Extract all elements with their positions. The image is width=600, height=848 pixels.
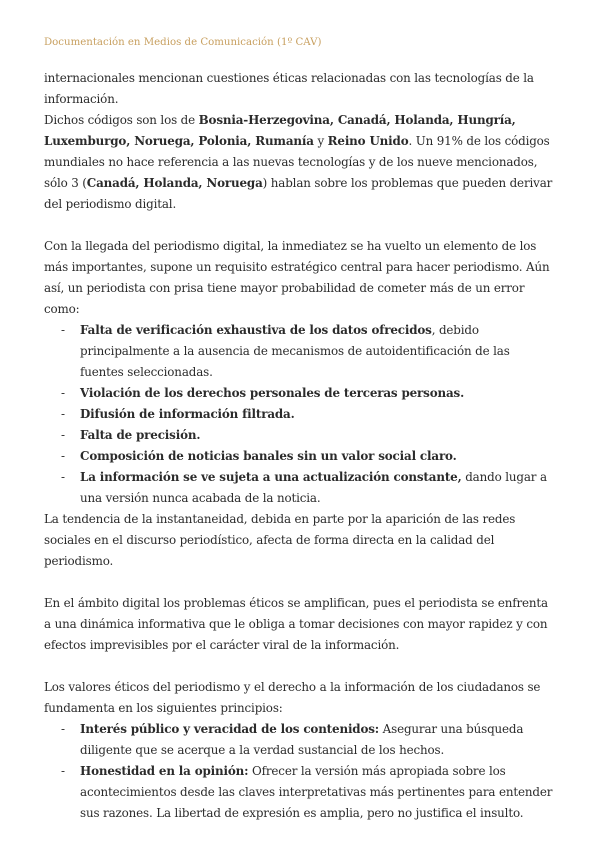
- bold-country-list: Bosnia-Herzegovina, Canadá, Holanda, Hungría, Luxemburgo, Noruega, Polonia, Rumanía: [44, 113, 516, 148]
- list-item-bold: Violación de los derechos personales de terceras personas.: [80, 386, 465, 400]
- list-item-bold: La información se ve sujeta a una actualización constante,: [80, 470, 462, 484]
- running-header: Documentación en Medios de Comunicación (1º CAV): [44, 37, 322, 48]
- bold-country-three: Canadá, Holanda, Noruega: [86, 176, 263, 190]
- list-item: [44, 719, 554, 761]
- text-run: . Un 91% de los códigos mundiales no hace referencia a las nuevas tecnologías y de los nueve mencionados, sólo 3 (: [44, 134, 550, 190]
- list-item-bold: Falta de precisión.: [80, 428, 201, 442]
- list-item: [44, 383, 554, 404]
- dash-bullet: -: [61, 323, 65, 337]
- list-item-bold: Composición de noticias banales sin un valor social claro.: [80, 449, 457, 463]
- paragraph-intro-continued: internacionales mencionan cuestiones éticas relacionadas con las tecnologías de la información.: [44, 71, 534, 106]
- list-item: [44, 761, 554, 824]
- list-item-bold: Interés público y veracidad de los contenidos:: [80, 722, 380, 736]
- list-item: [44, 425, 554, 446]
- list-item-text: , debido principalmente a la ausencia de mecanismos de autoidentificación de las fuentes seleccionadas.: [80, 323, 510, 379]
- principles-list: [44, 719, 554, 824]
- list-item: [44, 467, 554, 509]
- list-item-bold: Falta de verificación exhaustiva de los datos ofrecidos: [80, 323, 432, 337]
- text-run: Dichos códigos son los de: [44, 113, 199, 127]
- list-item-bold: Honestidad en la opinión:: [80, 764, 249, 778]
- text-run: y: [313, 134, 328, 148]
- paragraph-immediacy: Con la llegada del periodismo digital, la inmediatez se ha vuelto un elemento de los más importantes, supone un requisito estratégico central para hacer periodismo. Aún así, un periodista con prisa tiene mayor probabilidad de cometer más de un error como:: [44, 239, 550, 316]
- list-item: [44, 446, 554, 467]
- paragraph-codes: [44, 110, 554, 215]
- paragraph-digital-ethics: En el ámbito digital los problemas éticos se amplifican, pues el periodista se enfrenta a una dinámica informativa que le obliga a tomar decisiones con mayor rapidez y con efectos imprevisibles por el carácter viral de la información.: [44, 596, 548, 652]
- list-item-text: Ofrecer la versión más apropiada sobre los acontecimientos desde las claves interpretativas más pertinentes para entender sus razones. La libertad de expresión es amplia, pero no justifica el insulto.: [80, 764, 553, 820]
- paragraph-instantaneity: La tendencia de la instantaneidad, debida en parte por la aparición de las redes sociales en el discurso periodístico, afecta de forma directa en la calidad del periodismo.: [44, 512, 516, 568]
- dash-bullet: -: [61, 407, 65, 421]
- list-item-text: dando lugar a una versión nunca acabada de la noticia.: [80, 470, 547, 505]
- bold-country-uk: Reino Unido: [327, 134, 409, 148]
- list-item: [44, 320, 554, 383]
- list-item-text: Asegurar una búsqueda diligente que se acerque a la verdad sustancial de los hechos.: [80, 722, 524, 757]
- text-run: ) hablan sobre los problemas que pueden derivar del periodismo digital.: [44, 176, 553, 211]
- dash-bullet: -: [61, 764, 65, 778]
- paragraph-values: Los valores éticos del periodismo y el derecho a la información de los ciudadanos se fundamenta en los siguientes principios:: [44, 680, 541, 715]
- dash-bullet: -: [61, 386, 65, 400]
- dash-bullet: -: [61, 449, 65, 463]
- dash-bullet: -: [61, 722, 65, 736]
- document-body: [44, 68, 554, 824]
- errors-list: [44, 320, 554, 509]
- dash-bullet: -: [61, 470, 65, 484]
- list-item-bold: Difusión de información filtrada.: [80, 407, 295, 421]
- list-item: [44, 404, 554, 425]
- dash-bullet: -: [61, 428, 65, 442]
